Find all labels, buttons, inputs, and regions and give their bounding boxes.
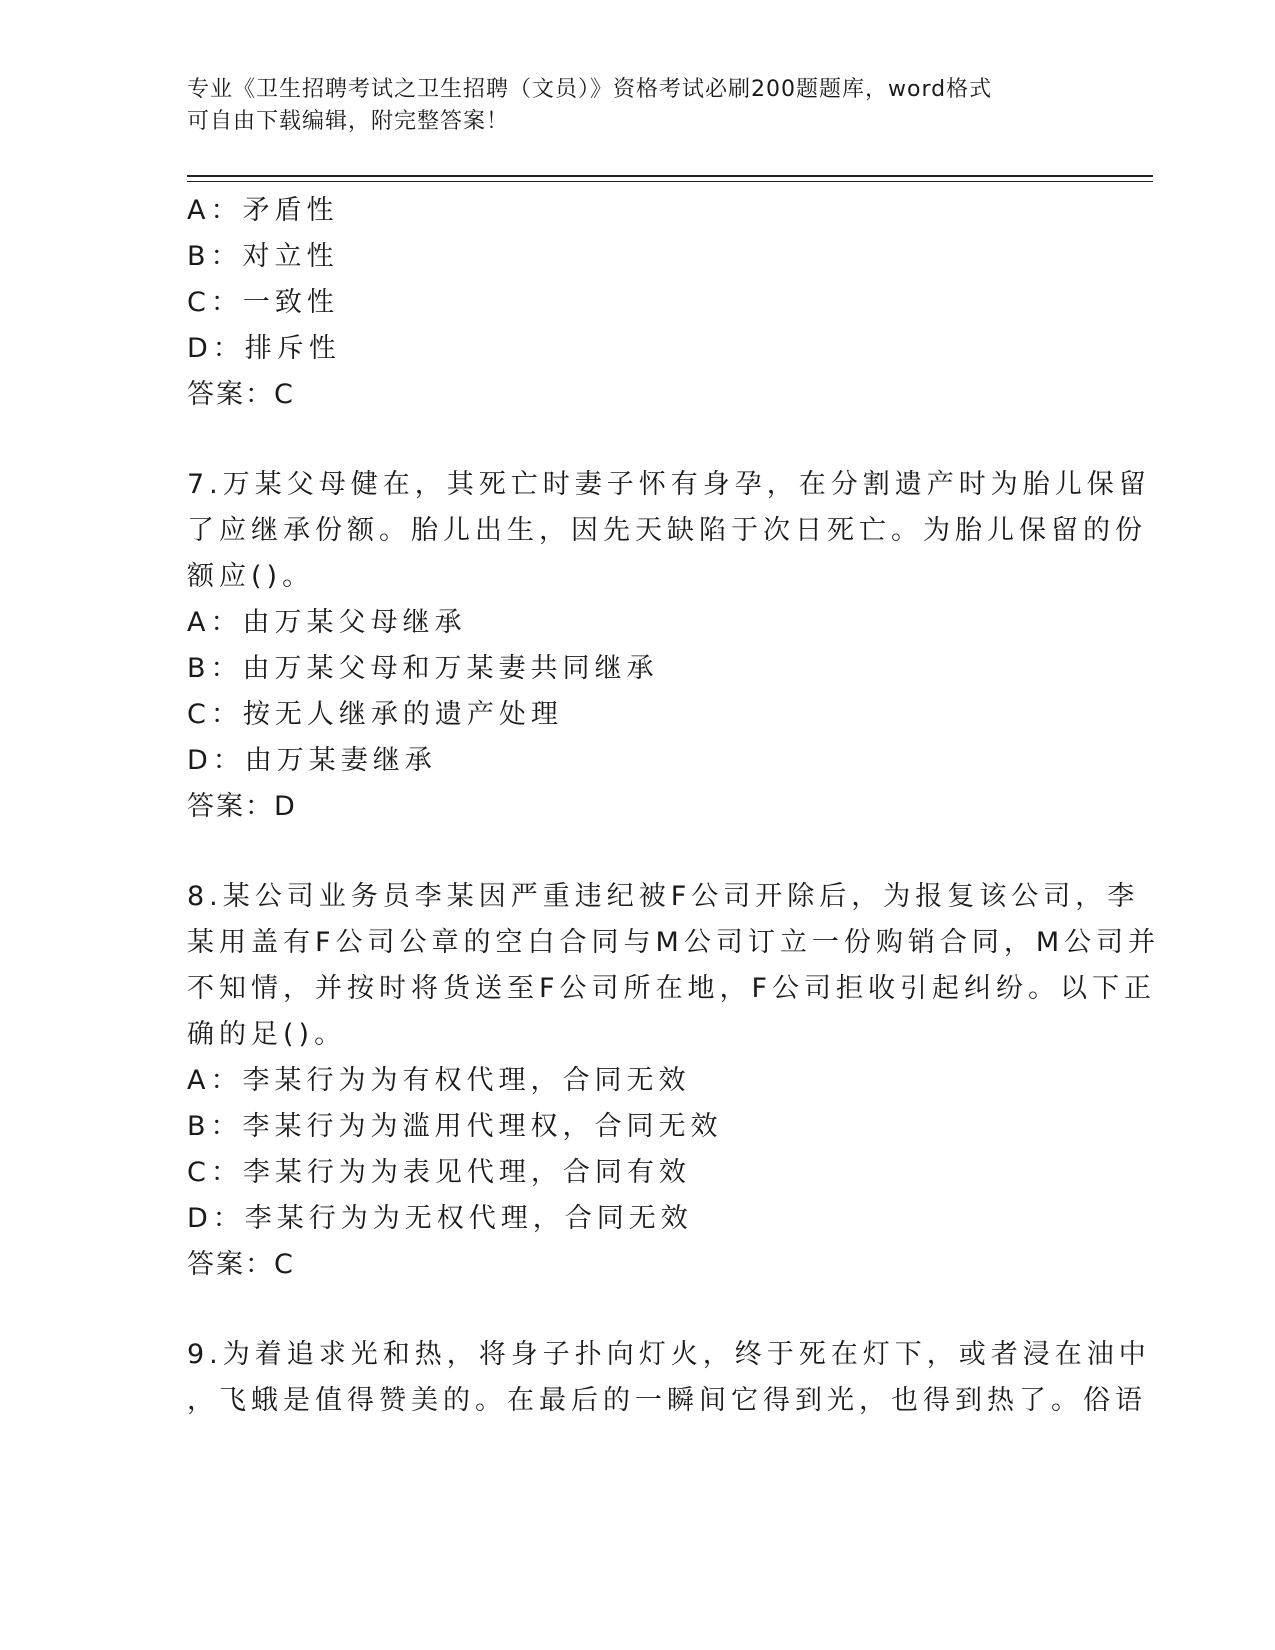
question-stem-line: 不知情，并按时将货送至F公司所在地，F公司拒收引起纠纷。以下正 xyxy=(187,973,1157,1004)
option-c: C：一致性 xyxy=(187,287,339,318)
question-stem-line: 9.为着追求光和热，将身子扑向灯火，终于死在灯下，或者浸在油中 xyxy=(187,1339,1151,1370)
question-stem-line: 7.万某父母健在，其死亡时妻子怀有身孕，在分割遗产时为胎儿保留 xyxy=(187,469,1151,500)
option-c: C：李某行为为表见代理，合同有效 xyxy=(187,1157,691,1188)
header-divider-thin xyxy=(187,181,1153,182)
spacer xyxy=(187,1288,1107,1332)
option-d: D：排斥性 xyxy=(187,333,341,364)
option-b: B：李某行为为滥用代理权，合同无效 xyxy=(187,1111,723,1142)
question-stem-line: 确的足()。 xyxy=(187,1019,347,1050)
answer-line: 答案：D xyxy=(187,791,297,822)
answer-line: 答案：C xyxy=(187,379,295,410)
option-c: C：按无人继承的遗产处理 xyxy=(187,699,563,730)
spacer xyxy=(187,830,1107,874)
question-9 xyxy=(187,1332,1151,1424)
answer-line: 答案：C xyxy=(187,1249,295,1280)
option-b: B：对立性 xyxy=(187,241,339,272)
option-d: D：李某行为为无权代理，合同无效 xyxy=(187,1203,693,1234)
question-8 xyxy=(187,874,1161,1288)
option-a: A：李某行为为有权代理，合同无效 xyxy=(187,1065,691,1096)
question-stem-line: 额应()。 xyxy=(187,561,315,592)
option-d: D：由万某妻继承 xyxy=(187,745,437,776)
header-title-line-1: 专业《卫生招聘考试之卫生招聘（文员）》资格考试必刷200题题库，word格式 xyxy=(187,77,993,102)
question-stem-line: 了应继承份额。胎儿出生，因先天缺陷于次日死亡。为胎儿保留的份 xyxy=(187,515,1147,546)
question-stem-line: ，飞蛾是值得赞美的。在最后的一瞬间它得到光，也得到热了。俗语 xyxy=(187,1385,1147,1416)
question-stem-line: 8.某公司业务员李某因严重违纪被F公司开除后，为报复该公司，李 xyxy=(187,881,1140,912)
question-6 xyxy=(187,188,1107,418)
option-a: A：由万某父母继承 xyxy=(187,607,467,638)
spacer xyxy=(187,418,1107,462)
question-7 xyxy=(187,462,1151,830)
question-content xyxy=(187,188,1161,1424)
header-title-line-2: 可自由下载编辑，附完整答案！ xyxy=(187,109,510,134)
header-divider-thick xyxy=(187,175,1153,177)
option-a: A：矛盾性 xyxy=(187,195,339,226)
document-header xyxy=(187,74,1087,138)
question-stem-line: 某用盖有F公司公章的空白合同与M公司订立一份购销合同，M公司并 xyxy=(187,927,1161,958)
option-b: B：由万某父母和万某妻共同继承 xyxy=(187,653,659,684)
